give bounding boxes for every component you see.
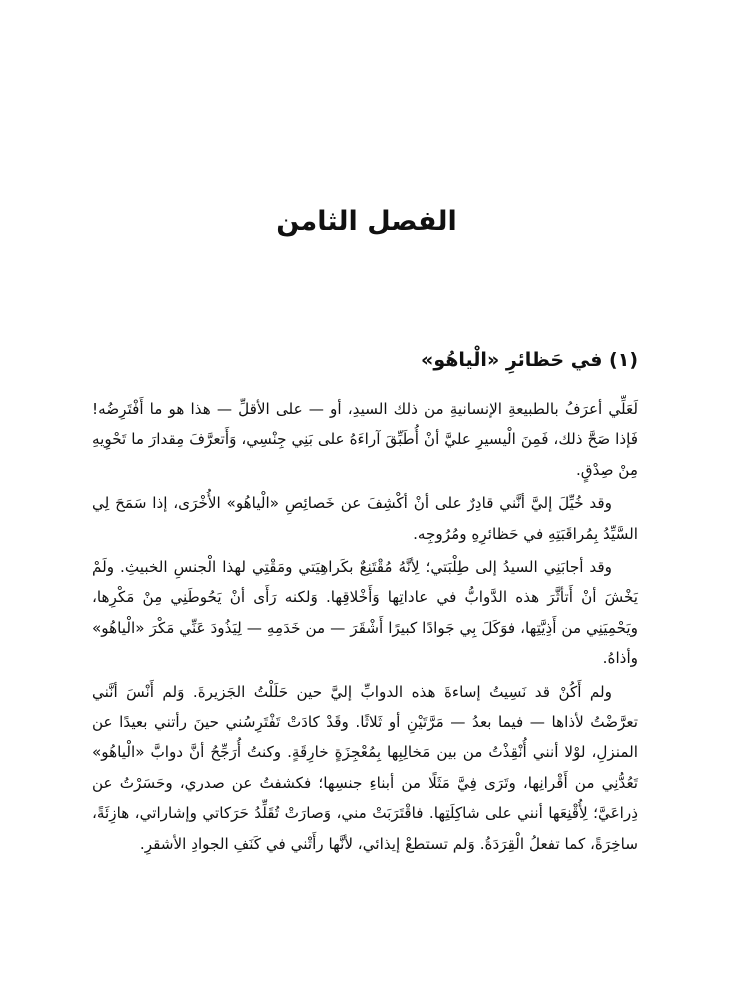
section-title: (١) في حَظائرِ «الْياهُو»: [421, 349, 638, 371]
body-text: [92, 394, 638, 862]
chapter-title: الفصل الثامن: [276, 206, 457, 237]
paragraph-2: وقد خُيِّلَ إليَّ أنَّني قادِرٌ على أنْ أكْشِفَ عن خَصائِصِ «الْياهُو» الأُخْرَى، إذا سَمَحَ لِي السَّيِّدُ بِمُراقَبَتِهِ في حَظائرِهِ ومُرُوجِه.: [92, 494, 638, 543]
paragraph-4: ولم أَكُنْ قد نَسِيتُ إساءةَ هذه الدوابِّ إليَّ حين حَلَلْتُ الجَزيرةَ. وَلم أَنْسَ أنَّني تعرَّضْتُ لأذاها — فيما بعدُ — مَرَّتَيْنِ أو ثَلاثًا. وقَدْ كادَتْ تَفْتَرِسُني حينَ رأتني بعيدًا عن المنزلِ، لوْلا أنني أُنْقِذْتُ من بين مَخالِبِها بِمُعْجِزَةٍ خارِقَةٍ. وكنتُ أُرَجِّحُ أنَّ دوابَّ «الْياهُو» تَعُدُّنِي من أَقْرانِها، وتَرَى فِيَّ مَثَلًا من أبناءِ جنسِها؛ فكشفتُ عن صدري، وحَسَرْتُ عن ذِراعَيَّ؛ لِأُقْنِعَها أنني على شاكِلَتِها. فاقْتَرَبَتْ مني، وَصارَتْ تُقَلِّدُ حَرَكاتي وإشاراتي، هازِئَةً، ساخِرَةً، كما تفعلُ الْقِرَدَةُ. وَلم تستطعْ إيذائي، لأنَّها رأَتْني في كَنَفِ الجوادِ الأشقرِ.: [92, 682, 638, 853]
paragraph-3: وقد أجابَنِي السيدُ إلى طِلْبَتي؛ لِأنَّهُ مُقْتَنِعٌ بكَراهِيَتي ومَقْتِي لهذا الْجنسِ الخبيثِ. ولَمْ يَخْشَ أنْ أَتأثَّرَ هذه الدَّوابُّ في عاداتِها وَأَخْلاقِها. وَلكنه رَأَى أنْ يَحُوطَنِي مِنْ مَكْرِها، ويَحْمِيَنِي من أَذِيَّتِها، فوَكَلَ بِي جَوادًا كبيرًا أَشْقَرَ — من خَدَمِهِ — لِيَذُودَ عَنِّي مَكْرَ «الْياهُو» وأذاهُ.: [92, 558, 638, 668]
paragraph-1: لَعَلِّي أعرَفُ بالطبيعةِ الإنسانيةِ من ذلك السيدِ، أو — على الأقلِّ — هذا هو ما أَفْتَرِضُه! فَإذا صَحَّ ذلك، فَمِنَ الْيسيرِ عليَّ أنْ أُطَبِّقَ آراءَهُ على بَنِي جِنْسِي، وَأَتعرَّفَ مِقدارَ ما تَحْوِيهِ مِنْ صِدْقٍ.: [92, 400, 638, 479]
